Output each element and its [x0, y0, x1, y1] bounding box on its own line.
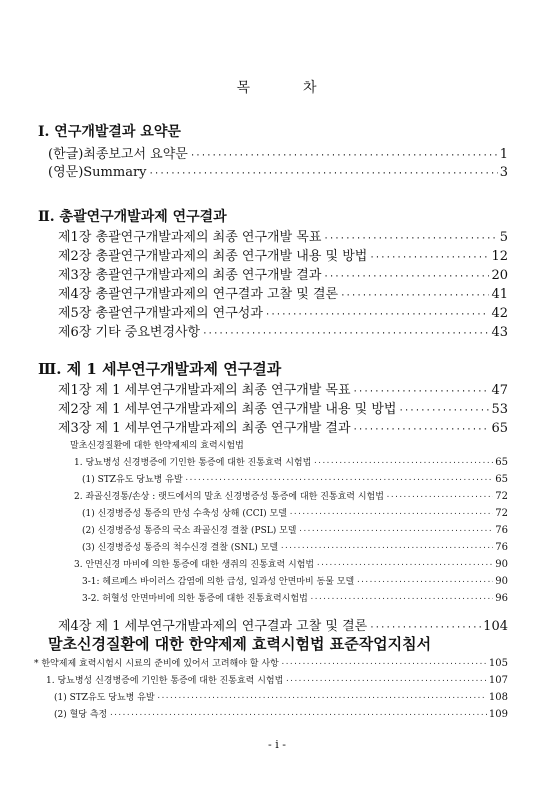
page-number-footer: - i -: [268, 738, 286, 751]
toc-entry-page: 47: [491, 383, 508, 398]
toc-entry-label: 3. 안면신경 마비에 의한 통증에 대한 생쥐의 진통효력 시험법: [74, 560, 315, 570]
toc-entry-label: 3-1: 헤르페스 바이러스 감염에 의한 급성, 일과성 안면마비 동물 모델: [82, 577, 355, 587]
toc-entry[interactable]: [82, 523, 508, 536]
toc-entry[interactable]: [82, 472, 508, 485]
leader-dots: [289, 510, 493, 518]
leader-dots: [265, 310, 490, 320]
sub-heading: 말초신경질환에 대한 한약제제의 효력시험법: [70, 441, 244, 451]
toc-entry[interactable]: [46, 673, 508, 686]
leader-dots: [281, 660, 487, 668]
toc-entry-label: (1) 신경병증성 통증의 만성 수축성 상해 (CCI) 모델: [82, 509, 287, 519]
leader-dots: [202, 329, 489, 339]
toc-entry-label: 제2장 총괄연구개발과제의 최종 연구개발 내용 및 방법: [58, 249, 368, 264]
title-left-char: 목: [236, 80, 251, 96]
page-title: [0, 77, 554, 97]
toc-entry-label: 1. 당뇨병성 신경병증에 기인한 통증에 대한 진통효력 시험법: [74, 458, 312, 468]
toc-entry[interactable]: [48, 161, 508, 180]
toc-entry-page: 105: [488, 658, 508, 669]
toc-entry[interactable]: [74, 455, 508, 468]
leader-dots: [310, 595, 493, 603]
toc-entry[interactable]: [58, 245, 508, 264]
leader-dots: [356, 578, 493, 586]
toc-entry-label: 제1장 총괄연구개발과제의 최종 연구개발 목표: [58, 230, 322, 245]
leader-dots: [313, 459, 493, 467]
toc-entry-page: 104: [483, 619, 508, 634]
toc-entry-label: (2) 신경병증성 통증의 국소 좌골신경 결찰 (PSL) 모델: [82, 526, 297, 536]
toc-entry-label: 1. 당뇨병성 신경병증에 기인한 통증에 대한 진통효력 시험법: [46, 676, 284, 686]
toc-entry[interactable]: [82, 540, 508, 553]
toc-entry[interactable]: [74, 557, 508, 570]
toc-entry-label: (1) STZ유도 당뇨병 유발: [54, 693, 155, 703]
title-right-char: 차: [303, 80, 318, 96]
toc-entry-label: (한글)최종보고서 요약문: [48, 147, 188, 162]
leader-dots: [340, 291, 489, 301]
toc-entry-label: (2) 혈당 측정: [54, 710, 108, 720]
toc-entry-page: 1: [499, 147, 508, 162]
toc-entry-label: 제3장 제 1 세부연구개발과제의 최종 연구개발 결과: [58, 421, 351, 436]
leader-dots: [353, 425, 490, 435]
toc-entry-page: 107: [488, 675, 508, 686]
section-heading-1: Ⅰ. 연구개발결과 요약문: [38, 124, 181, 140]
toc-entry[interactable]: [48, 143, 508, 162]
toc-entry-page: 65: [495, 457, 508, 468]
leader-dots: [323, 234, 497, 244]
toc-entry[interactable]: [58, 615, 508, 634]
leader-dots: [369, 623, 481, 633]
toc-entry[interactable]: [74, 489, 508, 502]
toc-entry[interactable]: [58, 264, 508, 283]
toc-entry-page: 42: [491, 306, 508, 321]
leader-dots: [190, 151, 498, 161]
toc-entry-label: 제4장 제 1 세부연구개발과제의 연구결과 고찰 및 결론: [58, 619, 368, 634]
toc-entry-label: (1) STZ유도 당뇨병 유발: [82, 475, 183, 485]
leader-dots: [185, 476, 494, 484]
sop-heading: 말초신경질환에 대한 한약제제 효력시험법 표준작업지침서: [48, 635, 432, 653]
leader-dots: [398, 406, 489, 416]
leader-dots: [280, 544, 493, 552]
toc-entry-label: 제1장 제 1 세부연구개발과제의 최종 연구개발 목표: [58, 383, 351, 398]
toc-entry-page: 65: [495, 474, 508, 485]
toc-entry[interactable]: [82, 574, 508, 587]
toc-entry[interactable]: [54, 707, 508, 720]
toc-entry-page: 108: [488, 692, 508, 703]
section-heading-2: Ⅱ. 총괄연구개발과제 연구결과: [38, 209, 227, 225]
toc-entry[interactable]: [58, 379, 508, 398]
toc-entry-label: 3-2. 허혈성 안면마비에 의한 통증에 대한 진통효력시험법: [82, 594, 308, 604]
toc-entry[interactable]: [34, 656, 508, 669]
toc-entry[interactable]: [58, 226, 508, 245]
toc-entry-label: (영문)Summary: [48, 165, 147, 180]
leader-dots: [149, 169, 498, 179]
toc-entry-page: 43: [491, 325, 508, 340]
toc-entry-page: 12: [491, 249, 508, 264]
toc-entry-page: 5: [499, 230, 508, 245]
toc-entry[interactable]: [58, 283, 508, 302]
toc-entry[interactable]: [58, 398, 508, 417]
leader-dots: [109, 711, 487, 719]
toc-entry-label: * 한약제제 효력시험시 시료의 준비에 있어서 고려해야 할 사항: [34, 659, 279, 669]
toc-entry[interactable]: [58, 302, 508, 321]
toc-entry-page: 3: [499, 165, 508, 180]
toc-entry-page: 72: [495, 508, 508, 519]
leader-dots: [323, 272, 489, 282]
toc-entry-page: 41: [491, 287, 508, 302]
leader-dots: [353, 387, 490, 397]
toc-entry-page: 53: [491, 402, 508, 417]
toc-entry-page: 96: [495, 593, 508, 604]
toc-entry-label: (3) 신경병증성 통증의 척수신경 결찰 (SNL) 모델: [82, 543, 279, 553]
toc-entry-label: 제3장 총괄연구개발과제의 최종 연구개발 결과: [58, 268, 322, 283]
toc-entry[interactable]: [82, 591, 508, 604]
toc-entry-page: 90: [495, 576, 508, 587]
toc-entry-page: 76: [495, 525, 508, 536]
leader-dots: [386, 493, 493, 501]
toc-entry-label: 2. 좌골신경통/손상 : 랫드에서의 말초 신경병증성 통증에 대한 진통효력 시험법: [74, 492, 384, 502]
leader-dots: [369, 253, 489, 263]
toc-entry-label: 제6장 기타 중요변경사항: [58, 325, 201, 340]
toc-entry-page: 109: [488, 709, 508, 720]
toc-entry-page: 20: [491, 268, 508, 283]
toc-entry-page: 65: [491, 421, 508, 436]
toc-entry-page: 72: [495, 491, 508, 502]
toc-entry[interactable]: [82, 506, 508, 519]
toc-entry-label: 제4장 총괄연구개발과제의 연구결과 고찰 및 결론: [58, 287, 339, 302]
toc-entry[interactable]: [54, 690, 508, 703]
leader-dots: [157, 694, 487, 702]
toc-entry-label: 제5장 총괄연구개발과제의 연구성과: [58, 306, 263, 321]
leader-dots: [299, 527, 494, 535]
toc-entry-label: 제2장 제 1 세부연구개발과제의 최종 연구개발 내용 및 방법: [58, 402, 397, 417]
toc-entry-page: 90: [495, 559, 508, 570]
section-heading-3: Ⅲ. 제 1 세부연구개발과제 연구결과: [38, 360, 282, 378]
toc-entry[interactable]: [58, 417, 508, 436]
leader-dots: [285, 677, 487, 685]
leader-dots: [316, 561, 493, 569]
toc-entry[interactable]: [58, 321, 508, 340]
toc-entry-page: 76: [495, 542, 508, 553]
